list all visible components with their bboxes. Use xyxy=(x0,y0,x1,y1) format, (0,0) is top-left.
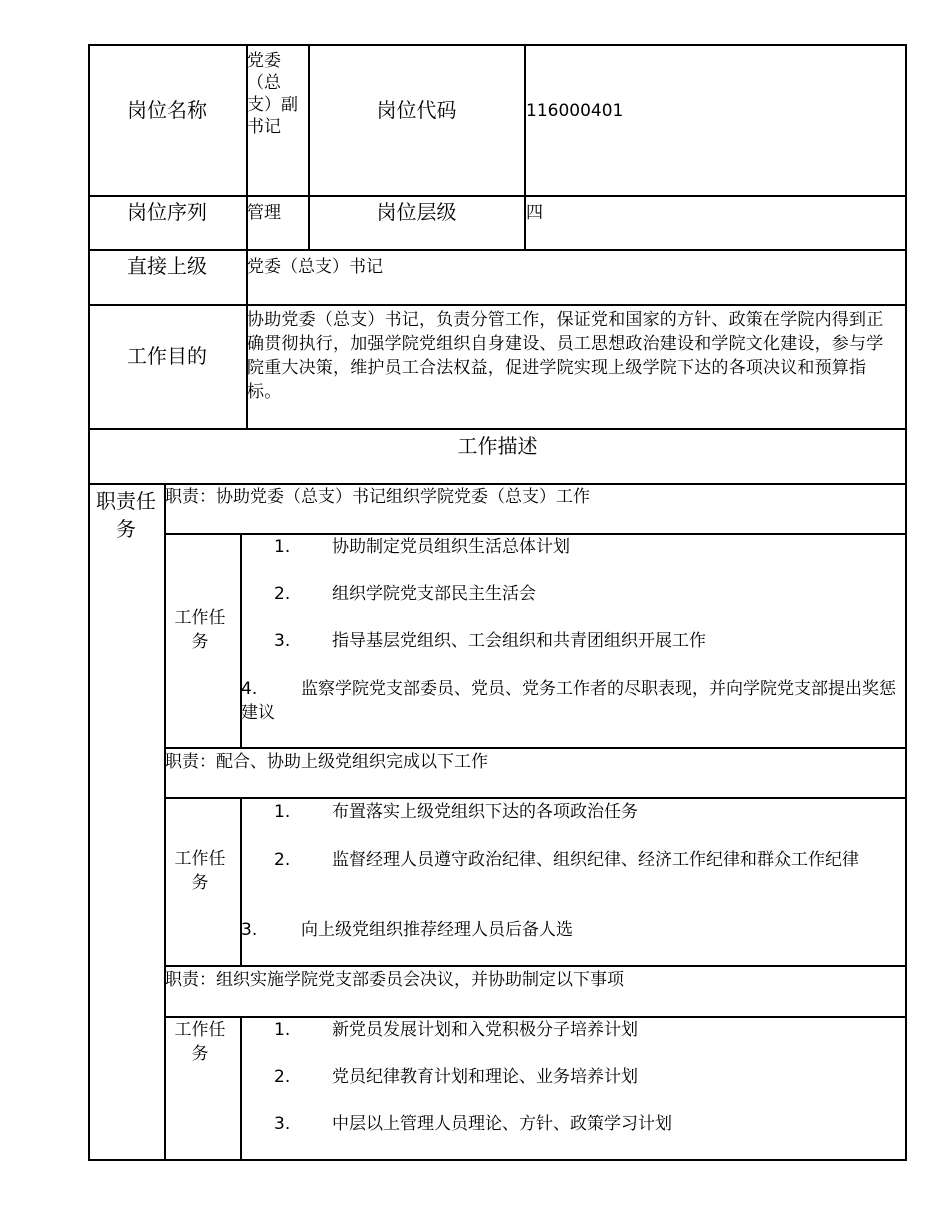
task-item: 1. 新党员发展计划和入党积极分子培养计划 xyxy=(274,1020,638,1040)
task-item: 3. 指导基层党组织、工会组织和共青团组织开展工作 xyxy=(274,631,706,651)
purpose-value: 协助党委（总支）书记，负责分管工作，保证党和国家的方针、政策在学院内得到正确贯彻执行，加强学院党组织自身建设、员工思想政治建设和学院文化建设，参与学院重大决策，维护员工合法权益，促进学院实现上级学院下达的各项决议和预算指标。 xyxy=(247,310,884,402)
task-item: 3. 向上级党组织推荐经理人员后备人选 xyxy=(241,920,573,940)
position-sequence-label: 岗位序列 xyxy=(127,200,207,224)
grid-line xyxy=(164,965,907,967)
task-item: 1. 布置落实上级党组织下达的各项政治任务 xyxy=(274,802,638,822)
position-level-value: 四 xyxy=(526,203,543,223)
grid-line xyxy=(88,483,907,485)
job-description-table xyxy=(88,44,907,1161)
task-item: 2. 监督经理人员遵守政治纪律、组织纪律、经济工作纪律和群众工作纪律 xyxy=(274,850,859,870)
grid-line xyxy=(164,747,907,749)
grid-line xyxy=(164,483,166,1160)
position-code-label: 岗位代码 xyxy=(376,98,457,122)
position-level-label: 岗位层级 xyxy=(376,200,457,224)
grid-line xyxy=(164,533,907,535)
description-title: 工作描述 xyxy=(457,434,538,458)
task-item: 2. 党员纪律教育计划和理论、业务培养计划 xyxy=(274,1067,638,1087)
position-name-value: 党委（总支）副书记 xyxy=(247,51,298,137)
grid-line xyxy=(88,1159,907,1161)
superior-label: 直接上级 xyxy=(127,254,207,278)
grid-line xyxy=(88,195,907,197)
tasks-label: 工作任务 xyxy=(174,608,226,652)
grid-line xyxy=(240,1016,242,1160)
grid-line xyxy=(164,1016,907,1018)
position-sequence-value: 管理 xyxy=(247,203,281,223)
duty-title: 职责：组织实施学院党支部委员会决议，并协助制定以下事项 xyxy=(165,970,624,990)
tasks-label: 工作任务 xyxy=(174,1020,226,1064)
position-name-label: 岗位名称 xyxy=(127,98,207,122)
grid-line xyxy=(164,797,907,799)
grid-line xyxy=(88,249,907,251)
task-item: 2. 组织学院党支部民主生活会 xyxy=(274,584,536,604)
grid-line xyxy=(88,428,907,430)
task-item: 1. 协助制定党员组织生活总体计划 xyxy=(274,537,570,557)
purpose-label: 工作目的 xyxy=(127,344,207,368)
grid-line xyxy=(905,44,907,1161)
task-item: 3. 中层以上管理人员理论、方针、政策学习计划 xyxy=(274,1114,672,1134)
duty-title: 职责：协助党委（总支）书记组织学院党委（总支）工作 xyxy=(165,487,590,507)
task-item: 4. 监察学院党支部委员、党员、党务工作者的尽职表现，并向学院党支部提出奖惩建议 xyxy=(241,679,896,723)
duty-title: 职责：配合、协助上级党组织完成以下工作 xyxy=(165,752,488,772)
grid-line xyxy=(88,44,907,46)
grid-line xyxy=(88,304,907,306)
superior-value: 党委（总支）书记 xyxy=(247,257,383,277)
position-code-value: 116000401 xyxy=(526,101,624,121)
duties-label: 职责任务 xyxy=(96,489,156,541)
tasks-label: 工作任务 xyxy=(174,849,226,893)
